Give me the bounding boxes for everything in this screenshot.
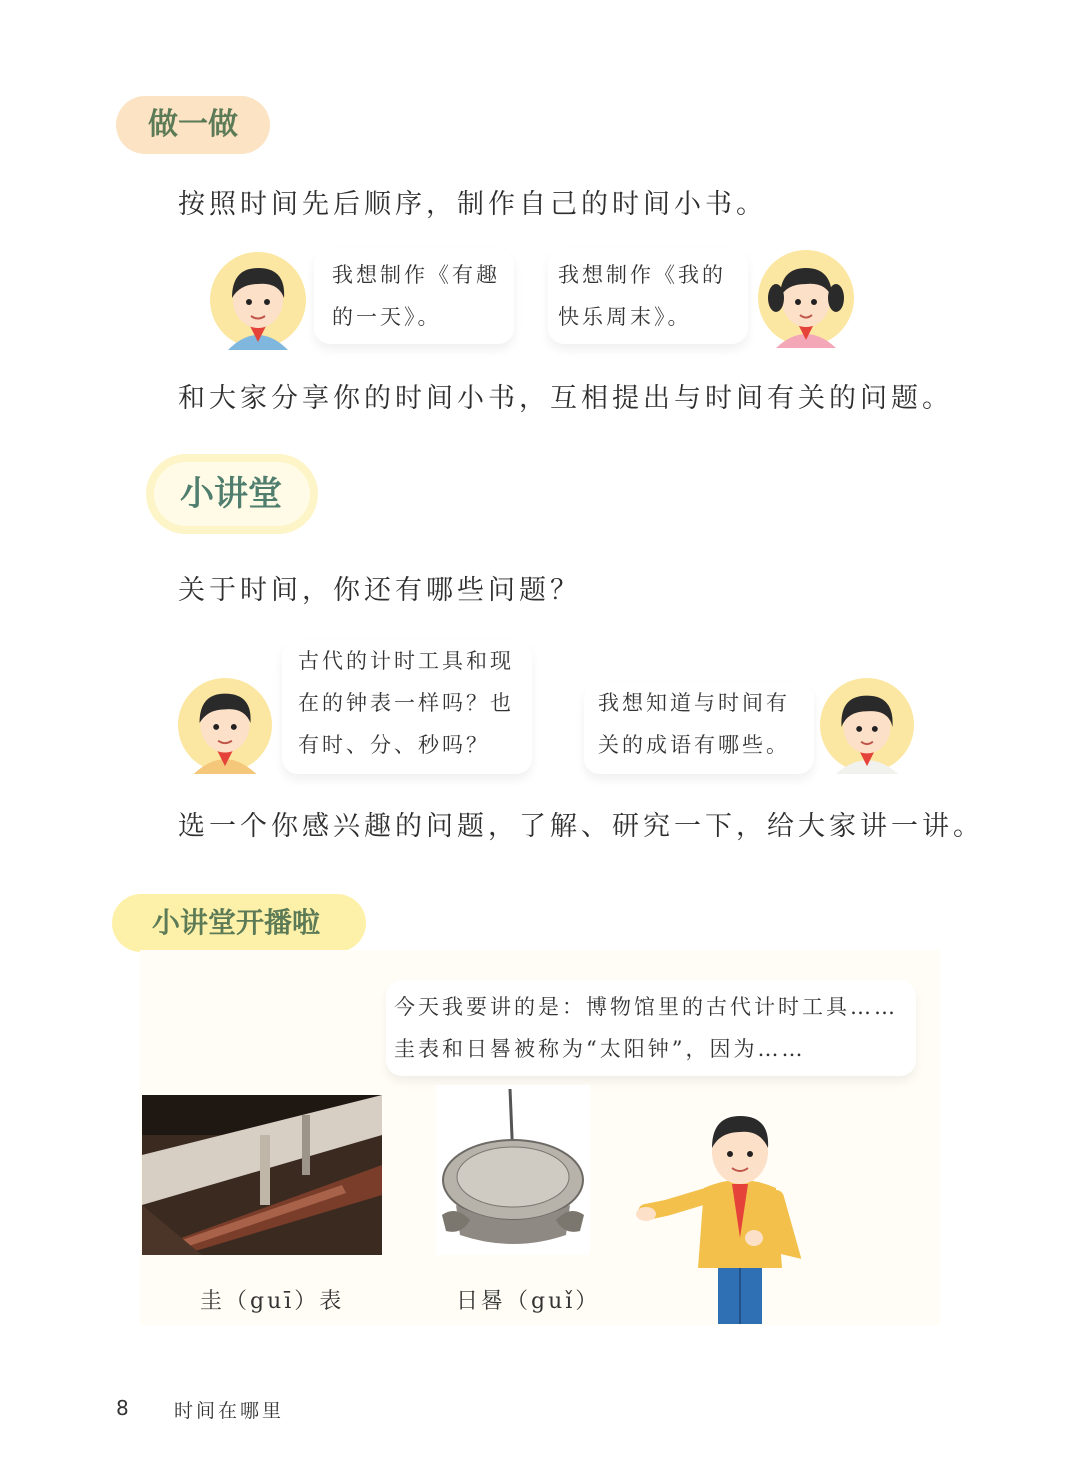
- bubble-boy-line-1: 古代的计时工具和现: [298, 649, 514, 673]
- boy-avatar: [176, 676, 274, 774]
- page-footer-title: 时间在哪里: [174, 1400, 285, 1422]
- instruction-text: 按照时间先后顺序，制作自己的时间小书。: [178, 189, 767, 220]
- bubble-boy-line-2: 在的钟表一样吗？也: [298, 691, 514, 715]
- share-text: 和大家分享你的时间小书，互相提出与时间有关的问题。: [178, 383, 953, 414]
- bubble-girl-line-1: 我想制作《我的: [558, 263, 726, 287]
- speech-line-1: 今天我要讲的是：博物馆里的古代计时工具……: [394, 995, 898, 1019]
- section-tag-label: 小讲堂: [180, 474, 282, 514]
- bubble-girl-line-2: 关的成语有哪些。: [598, 733, 790, 757]
- caption-guibiao: 圭（guī）表: [200, 1289, 345, 1314]
- girl-avatar: [818, 676, 916, 774]
- bubble-girl-line-2: 快乐周末》。: [558, 305, 692, 329]
- section-tag-do-it: [116, 96, 270, 154]
- section-tag-lecture: [146, 454, 318, 534]
- boy-avatar: [208, 250, 308, 350]
- section-tag-label: 小讲堂开播啦: [152, 906, 321, 939]
- task-text: 选一个你感兴趣的问题，了解、研究一下，给大家讲一讲。: [178, 811, 984, 842]
- rigui-photo: [436, 1085, 590, 1255]
- section-tag-broadcast: [112, 894, 366, 952]
- page-number: 8: [116, 1396, 129, 1420]
- caption-rigui: 日晷（guǐ）: [456, 1289, 601, 1314]
- guibiao-photo: [142, 1095, 382, 1255]
- speech-line-2: 圭表和日晷被称为“太阳钟”，因为……: [394, 1037, 806, 1061]
- girl-avatar: [756, 248, 856, 348]
- lecturer-boy-illustration: [636, 1108, 816, 1324]
- bubble-boy-line-3: 有时、分、秒吗？: [298, 733, 490, 757]
- section-tag-label: 做一做: [148, 107, 238, 142]
- bubble-boy-line-2: 的一天》。: [332, 305, 442, 329]
- bubble-girl-line-1: 我想知道与时间有: [598, 691, 790, 715]
- bubble-boy-line-1: 我想制作《有趣: [332, 263, 500, 287]
- question-text: 关于时间，你还有哪些问题？: [178, 575, 581, 606]
